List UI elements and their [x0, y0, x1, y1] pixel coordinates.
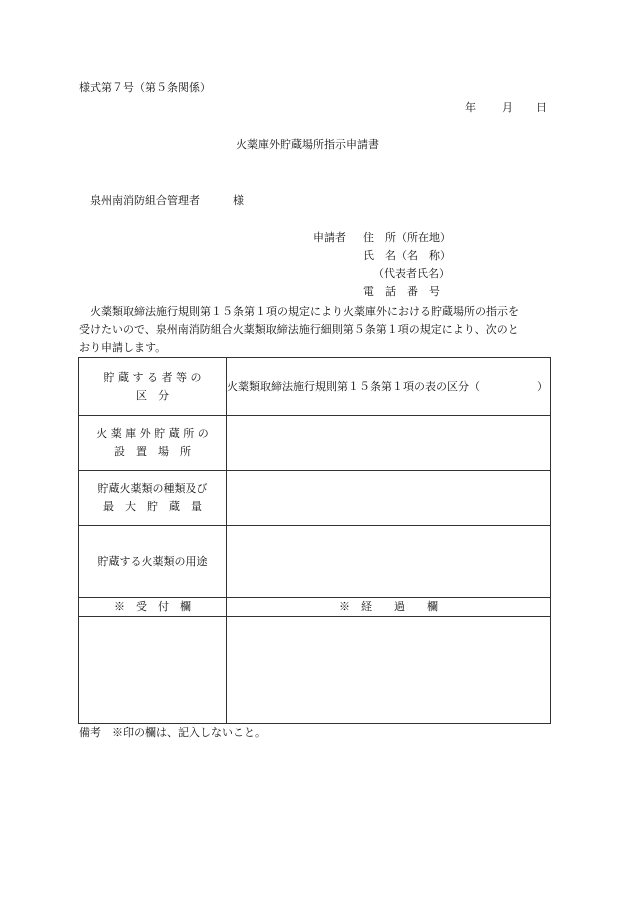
- body-line-2: 受けたいので、泉州南消防組合火薬類取締法施行細則第５条第１項の規定により、次のと: [79, 323, 519, 336]
- reception-header: ※ 受 付 欄: [79, 598, 227, 617]
- reception-cell: [79, 617, 227, 724]
- storage-category-label: [79, 358, 227, 416]
- storage-location-label-line1: 火 薬 庫 外 貯 蔵 所 の: [96, 427, 209, 440]
- date-month: 月: [502, 101, 513, 114]
- table-row: [79, 358, 551, 416]
- storage-location-value[interactable]: [227, 416, 551, 471]
- table-row: [79, 416, 551, 471]
- applicant-address-label: 住 所（所在地）: [363, 231, 451, 244]
- table-row: [79, 526, 551, 598]
- addressee-name: 泉州南消防組合管理者: [90, 194, 200, 207]
- applicant-label: 申請者: [313, 231, 346, 244]
- addressee-honorific: 様: [233, 194, 244, 207]
- application-table: [78, 357, 551, 724]
- storage-location-label: [79, 416, 227, 471]
- explosive-type-label-line2: 最 大 貯 蔵 量: [103, 500, 202, 513]
- date-day: 日: [536, 101, 547, 114]
- table-row: [79, 598, 551, 617]
- explosive-type-value[interactable]: [227, 471, 551, 526]
- applicant-name-label: 氏 名（名 称）: [363, 249, 451, 262]
- storage-category-value[interactable]: [227, 358, 551, 416]
- progress-header: ※ 経 過 欄: [227, 598, 551, 617]
- storage-category-close: ）: [537, 380, 548, 393]
- table-row: [79, 617, 551, 724]
- explosive-type-label-line1: 貯蔵火薬類の種類及び: [97, 482, 208, 495]
- document-title: 火薬庫外貯蔵場所指示申請書: [236, 138, 379, 151]
- table-row: [79, 471, 551, 526]
- storage-category-text: 火薬類取締法施行規則第１５条第１項の表の区分（: [227, 379, 480, 393]
- remarks-note: 備考 ※印の欄は、記入しないこと。: [79, 726, 266, 739]
- date-year: 年: [465, 101, 476, 114]
- applicant-phone-label: 電 話 番 号: [363, 285, 440, 298]
- explosive-type-label: [79, 471, 227, 526]
- explosive-purpose-value[interactable]: [227, 526, 551, 598]
- storage-category-label-line2: 区 分: [136, 388, 169, 402]
- storage-category-label-line1: 貯 蔵 す る 者 等 の: [103, 370, 202, 384]
- progress-cell: [227, 617, 551, 724]
- applicant-representative-label: （代表者氏名）: [373, 267, 450, 280]
- body-line-3: おり申請します。: [79, 341, 167, 354]
- body-line-1: 火薬類取締法施行規則第１５条第１項の規定により火薬庫外における貯蔵場所の指示を: [90, 305, 519, 318]
- storage-location-label-line2: 設 置 場 所: [114, 445, 191, 458]
- explosive-purpose-label: [79, 526, 227, 598]
- explosive-purpose-label-line1: 貯蔵する火薬類の用途: [97, 554, 208, 568]
- form-number: 様式第７号（第５条関係）: [79, 81, 211, 94]
